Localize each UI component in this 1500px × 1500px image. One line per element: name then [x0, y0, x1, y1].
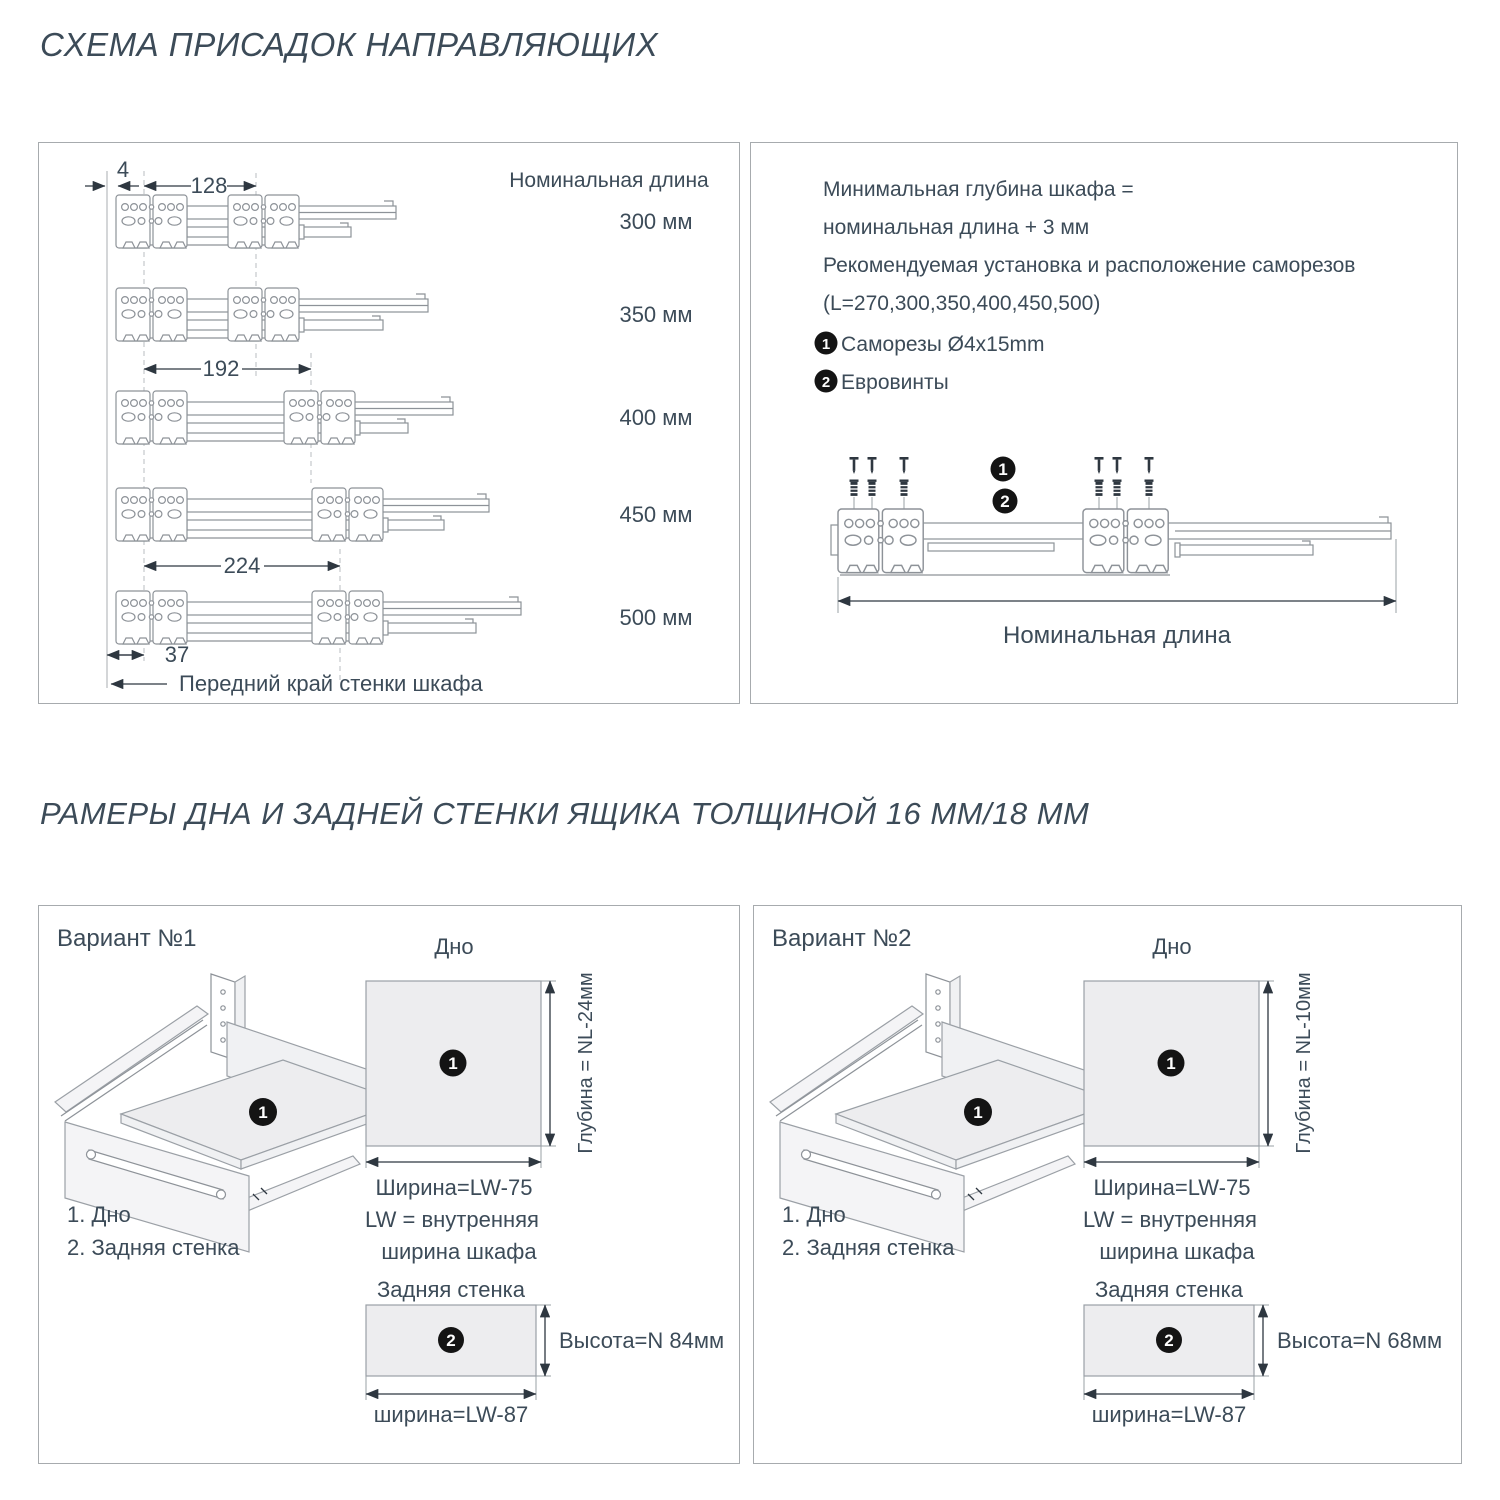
variant2-title: Вариант №2	[772, 925, 912, 952]
lw-note-2: ширина шкафа	[381, 1239, 537, 1264]
front-edge-label: Передний край стенки шкафа	[179, 671, 483, 696]
variant1-item-1: 1. Дно	[67, 1202, 131, 1227]
slide-row-300	[116, 195, 396, 248]
lw-note-1: LW = внутренняя	[1083, 1207, 1257, 1232]
bottom-title: Дно	[1152, 934, 1192, 959]
variant2-item-2: 2. Задняя стенка	[782, 1235, 955, 1260]
bottom-title: Дно	[434, 934, 474, 959]
legend-num-1: 1	[821, 336, 831, 353]
back-width-label: ширина=LW-87	[1091, 1402, 1247, 1427]
notes	[823, 178, 1355, 315]
note-line-4: (L=270,300,350,400,450,500)	[823, 292, 1101, 315]
bottom-badge: 1	[448, 1054, 458, 1073]
slide-row-400	[116, 391, 453, 444]
slide-row-450	[116, 488, 489, 541]
back-width-label: ширина=LW-87	[373, 1402, 529, 1427]
bottom-badge: 1	[1166, 1054, 1176, 1073]
depth-label: Глубина = NL-10мм	[1293, 972, 1315, 1154]
slide-assembly	[831, 509, 1391, 575]
variant1-back-diagram	[366, 1277, 724, 1427]
lw-note-1: LW = внутренняя	[365, 1207, 539, 1232]
note-line-1: Минимальная глубина шкафа =	[823, 178, 1134, 201]
variant1-diagram	[39, 906, 737, 1461]
lw-note-2: ширина шкафа	[1099, 1239, 1255, 1264]
diagram-badge-2: 2	[1000, 492, 1010, 511]
variant1-item-2: 2. Задняя стенка	[67, 1235, 240, 1260]
nominal-length-label: Номинальная длина	[1003, 622, 1231, 649]
length-label-350: 350 мм	[619, 302, 693, 327]
length-label-400: 400 мм	[619, 405, 693, 430]
installation-diagram	[751, 143, 1455, 701]
legend	[815, 332, 1045, 395]
length-label-500: 500 мм	[619, 605, 693, 630]
installation-panel	[750, 142, 1458, 704]
sizes-title: РАМЕРЫ ДНА И ЗАДНЕЙ СТЕНКИ ЯЩИКА ТОЛЩИНОЙ 16 ММ/18 ММ	[40, 796, 1090, 831]
length-label-450: 450 мм	[619, 502, 693, 527]
note-line-2: номинальная длина + 3 мм	[823, 216, 1090, 239]
variant2-item-1: 1. Дно	[782, 1202, 846, 1227]
variant1-title: Вариант №1	[57, 925, 197, 952]
dim-front-gap: 4	[116, 157, 130, 182]
drilling-scheme-diagram	[39, 143, 737, 701]
variant2-back-diagram	[1084, 1277, 1442, 1427]
diagram-badge-1: 1	[998, 460, 1008, 479]
variant1-panel	[38, 905, 740, 1464]
slide-row-500	[116, 591, 521, 644]
slide-row-350	[116, 288, 428, 341]
dim-front-offset: 37	[164, 642, 190, 667]
back-height-label: Высота=N 84мм	[559, 1328, 725, 1353]
dim-pitch-500: 224	[223, 553, 261, 578]
bottom-width-label: Ширина=LW-75	[1093, 1175, 1251, 1200]
bottom-width-label: Ширина=LW-75	[375, 1175, 533, 1200]
screws-group	[850, 457, 1154, 514]
length-label-300: 300 мм	[619, 209, 693, 234]
note-line-3: Рекомендуемая установка и расположение саморезов	[823, 254, 1356, 277]
back-badge: 2	[1164, 1331, 1174, 1350]
back-title: Задняя стенка	[376, 1277, 526, 1302]
nominal-length-header: Номинальная длина	[509, 169, 709, 192]
variant2-bottom-diagram	[1083, 934, 1315, 1264]
dim-pitch-400: 192	[202, 356, 240, 381]
legend-label-1: Саморезы Ø4x15mm	[841, 333, 1045, 356]
variant1-bottom-diagram	[365, 934, 597, 1264]
dim-pitch-300: 128	[190, 173, 228, 198]
back-title: Задняя стенка	[1094, 1277, 1244, 1302]
variant2-panel	[753, 905, 1462, 1464]
back-badge: 2	[446, 1331, 456, 1350]
variant2-diagram	[754, 906, 1459, 1461]
drilling-scheme-panel	[38, 142, 740, 704]
back-height-label: Высота=N 68мм	[1277, 1328, 1443, 1353]
legend-num-2: 2	[821, 374, 831, 391]
page-title: СХЕМА ПРИСАДОК НАПРАВЛЯЮЩИХ	[40, 26, 659, 63]
legend-label-2: Евровинты	[841, 371, 949, 394]
depth-label: Глубина = NL-24мм	[575, 972, 597, 1154]
